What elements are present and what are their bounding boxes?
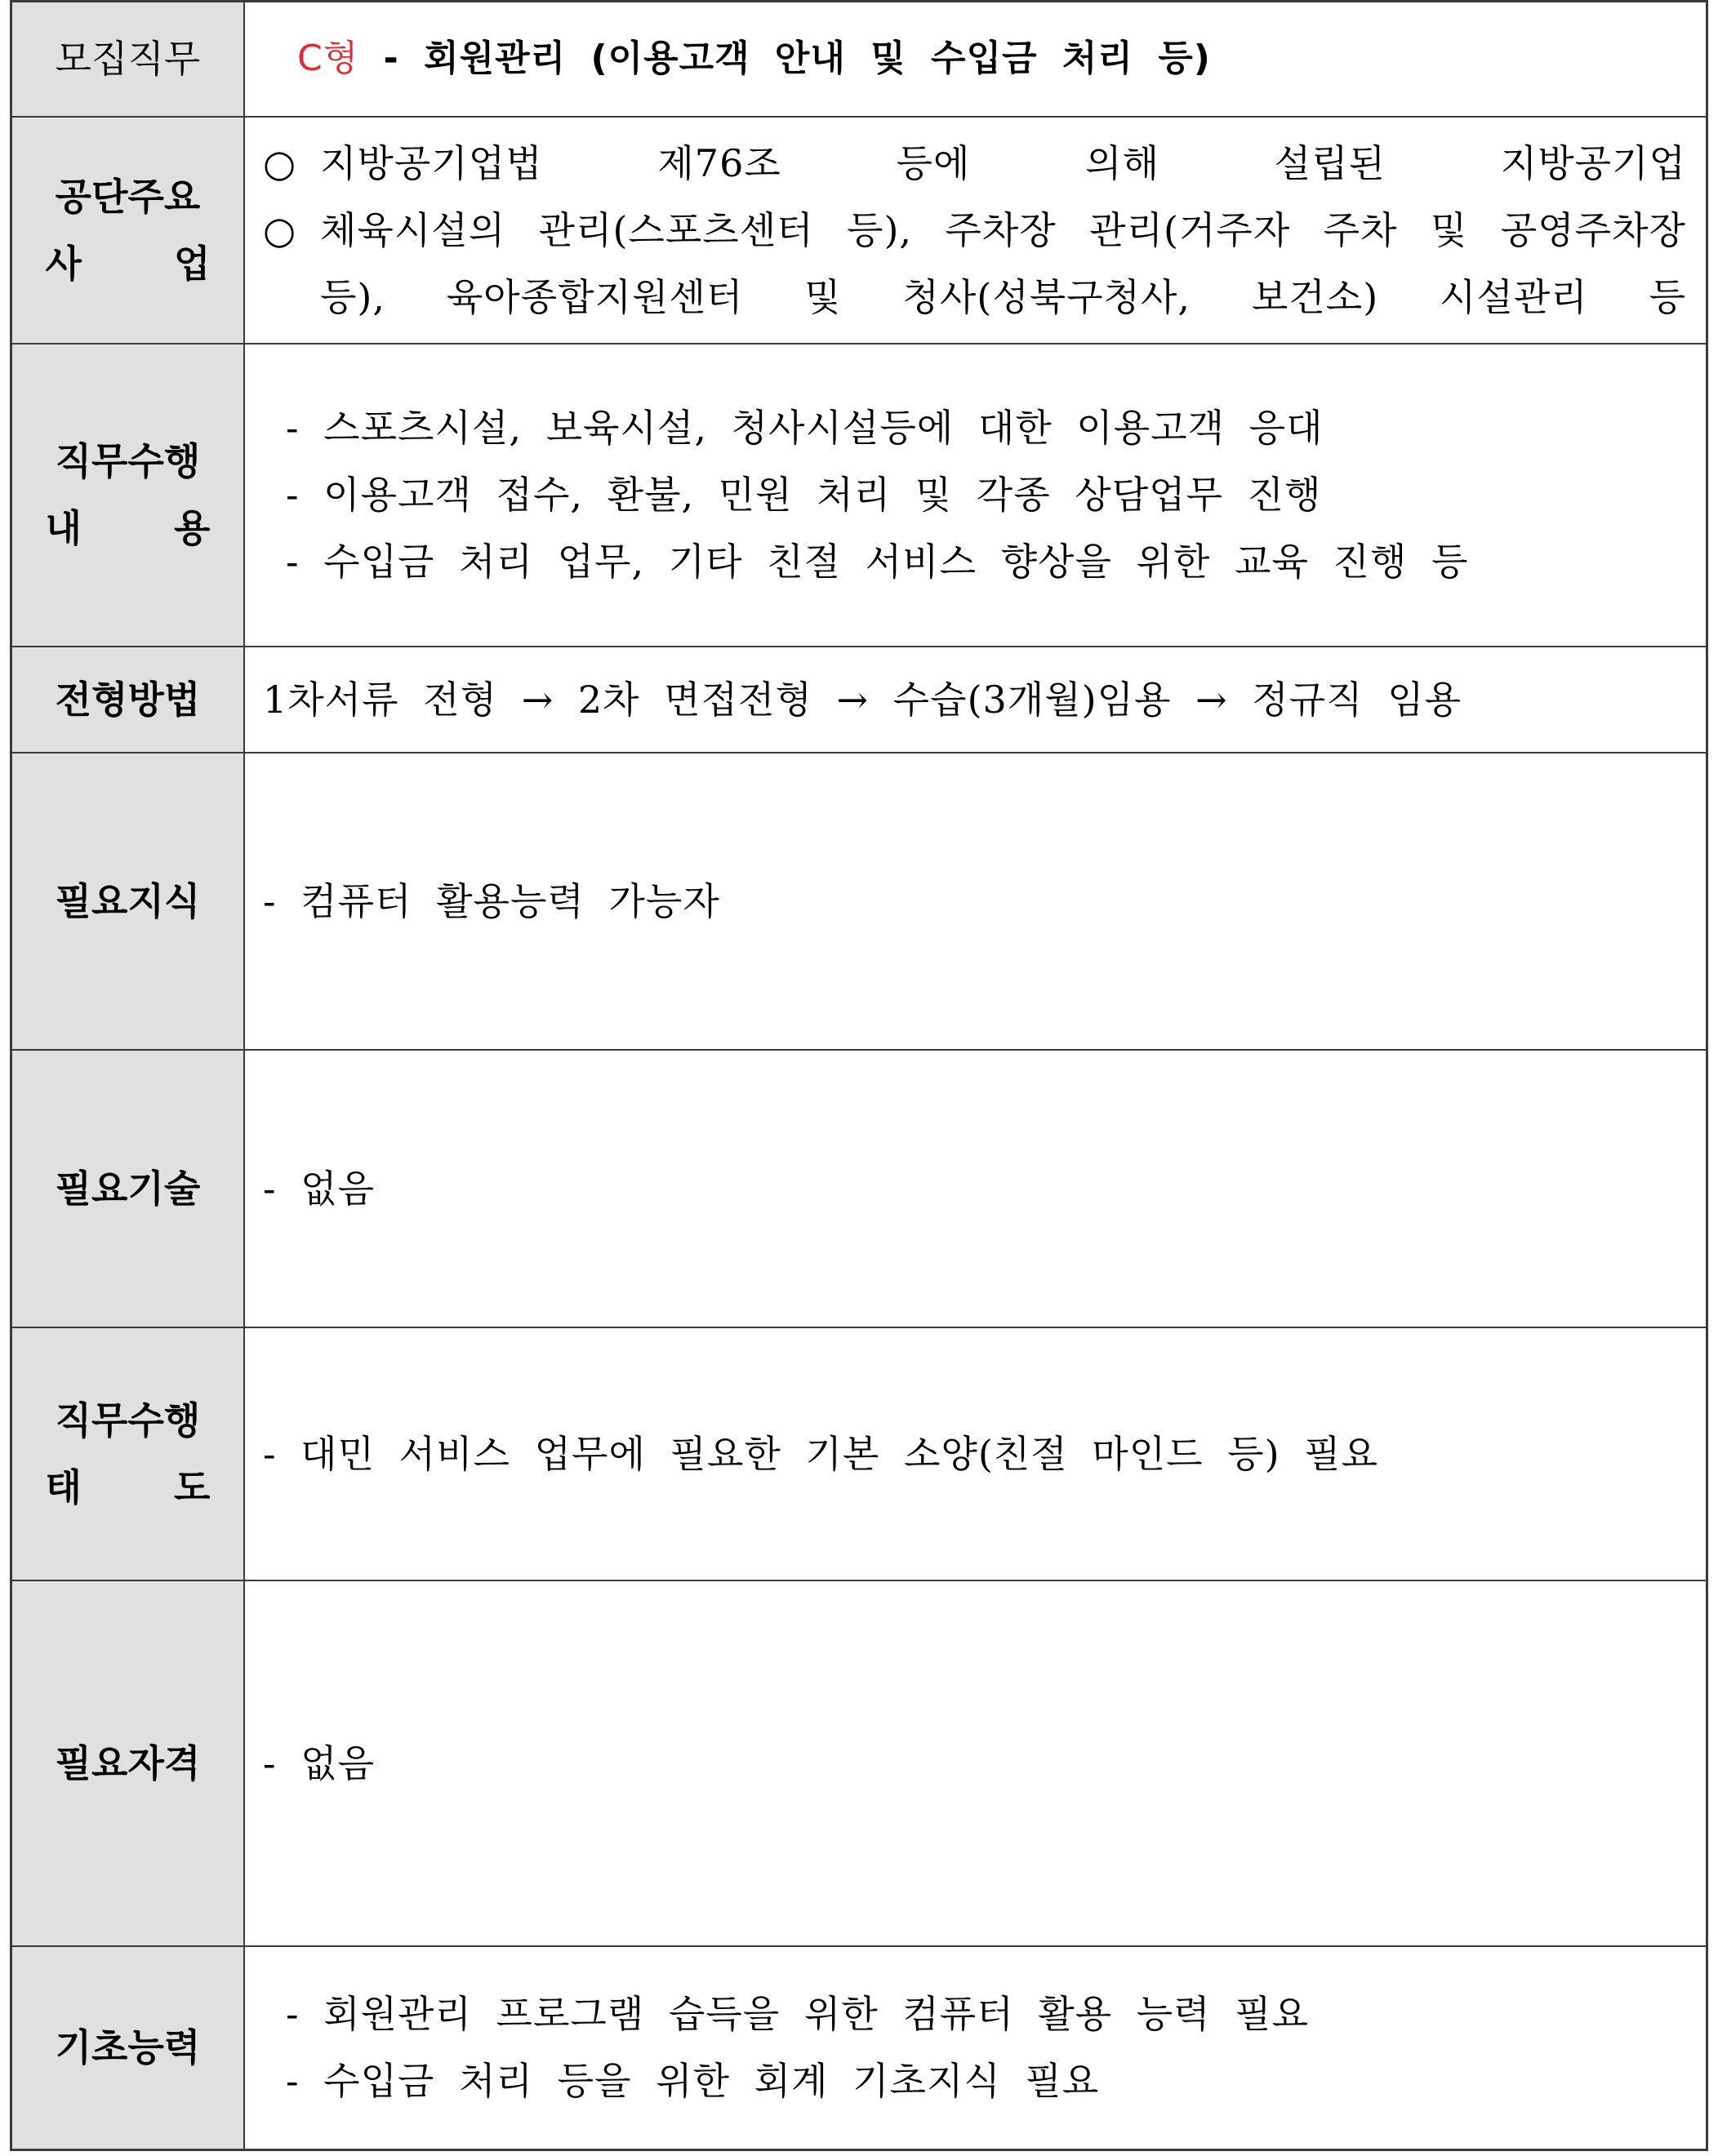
selection-text: 1차서류 전형 → 2차 면접전형 → 수습(3개월)임용 → 정규직 임용 bbox=[263, 677, 1462, 722]
row-business bbox=[11, 117, 1707, 344]
label-attitude-line2: 태 도 bbox=[45, 1465, 211, 1509]
content-skills bbox=[244, 1050, 1707, 1327]
row-skills bbox=[11, 1050, 1707, 1327]
label-knowledge bbox=[11, 753, 245, 1050]
label-selection-text: 전형방법 bbox=[55, 677, 201, 722]
row-attitude bbox=[11, 1327, 1707, 1580]
skills-text: - 없음 bbox=[263, 1166, 376, 1211]
basic-ability-list-item: - 회원관리 프로그램 습득을 위한 컴퓨터 활용 능력 필요 bbox=[286, 1992, 1310, 2037]
label-skills-text: 필요기술 bbox=[55, 1166, 201, 1211]
label-duties bbox=[11, 344, 245, 647]
label-business-line1: 공단주요 bbox=[55, 174, 201, 219]
business-item bbox=[263, 130, 1686, 197]
label-selection bbox=[11, 647, 245, 753]
label-attitude-line1: 직무수행 bbox=[55, 1398, 201, 1443]
business-item-text: 지방공기업법 제76조 등에 의해 설립된 지방공기업 bbox=[320, 140, 1686, 185]
position-title-text: - 회원관리 (이용고객 안내 및 수입금 처리 등) bbox=[358, 38, 1211, 80]
content-duties bbox=[244, 344, 1707, 647]
label-qualification bbox=[11, 1580, 245, 1946]
row-basic-ability bbox=[11, 1946, 1707, 2150]
content-business bbox=[244, 117, 1707, 344]
row-position bbox=[11, 2, 1707, 117]
business-item-text: 체육시설의 관리(스포츠센터 등), 주차장 관리(거주자 주차 및 공영주차장 등), 육아종합지원센터 및 청사(성북구청사, 보건소) 시설관리 등 bbox=[320, 207, 1686, 319]
content-knowledge bbox=[244, 753, 1707, 1050]
job-description-table bbox=[10, 0, 1708, 2151]
label-duties-line2: 내 용 bbox=[45, 506, 211, 550]
content-selection bbox=[244, 647, 1707, 753]
business-item bbox=[263, 197, 1686, 331]
content-attitude bbox=[244, 1327, 1707, 1580]
label-basic-ability bbox=[11, 1946, 245, 2150]
circle-bullet-icon: ○ bbox=[263, 140, 297, 185]
label-duties-line1: 직무수행 bbox=[55, 439, 201, 483]
label-position-text: 모집직무 bbox=[55, 37, 201, 82]
label-attitude bbox=[11, 1327, 245, 1580]
content-basic-ability bbox=[244, 1946, 1707, 2150]
row-selection bbox=[11, 647, 1707, 753]
content-position bbox=[244, 2, 1707, 117]
qualification-text: - 없음 bbox=[263, 1740, 376, 1785]
label-business bbox=[11, 117, 245, 344]
duties-list bbox=[263, 394, 1686, 595]
basic-ability-list bbox=[263, 1980, 1686, 2114]
label-qualification-text: 필요자격 bbox=[55, 1740, 201, 1785]
knowledge-text: - 컴퓨터 활용능력 가능자 bbox=[263, 878, 720, 923]
position-type-accent: C형 bbox=[297, 38, 359, 80]
label-skills bbox=[11, 1050, 245, 1327]
attitude-text: - 대민 서비스 업무에 필요한 기본 소양(친절 마인드 등) 필요 bbox=[263, 1431, 1379, 1476]
duties-list-item: - 이용고객 접수, 환불, 민원 처리 및 각종 상담업무 진행 bbox=[286, 473, 1322, 517]
row-qualification bbox=[11, 1580, 1707, 1946]
circle-bullet-icon: ○ bbox=[263, 207, 297, 252]
content-qualification bbox=[244, 1580, 1707, 1946]
row-duties bbox=[11, 344, 1707, 647]
duties-list-item: - 스포츠시설, 보육시설, 청사시설등에 대한 이용고객 응대 bbox=[286, 406, 1324, 450]
label-basic-ability-text: 기초능력 bbox=[55, 2025, 201, 2070]
label-knowledge-text: 필요지식 bbox=[55, 878, 201, 923]
basic-ability-list-item: - 수입금 처리 등을 위한 회계 기초지식 필요 bbox=[286, 2059, 1100, 2104]
label-business-line2: 사 업 bbox=[45, 241, 211, 286]
row-knowledge bbox=[11, 753, 1707, 1050]
position-title bbox=[263, 25, 1686, 92]
duties-list-item: - 수입금 처리 업무, 기타 친절 서비스 향상을 위한 교육 진행 등 bbox=[286, 540, 1469, 584]
label-position bbox=[11, 2, 245, 117]
